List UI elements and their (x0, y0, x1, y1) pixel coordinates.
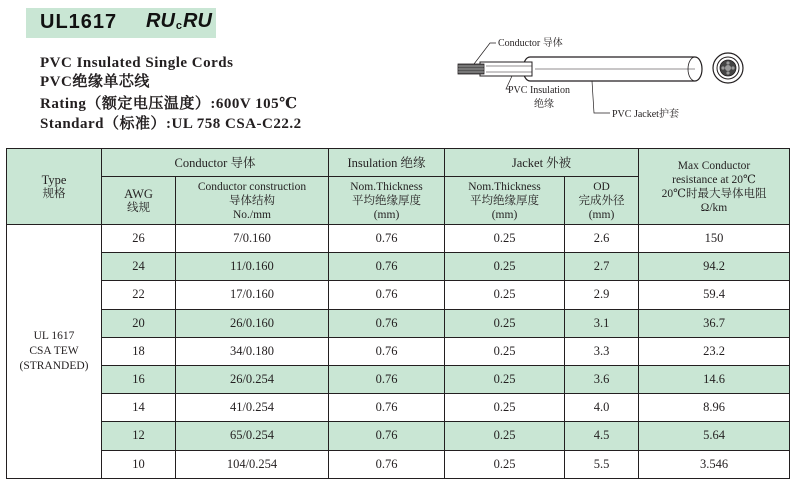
cell-resistance: 23.2 (639, 337, 790, 365)
cell-construction: 7/0.160 (176, 225, 329, 253)
header-max-resistance: Max Conductor resistance at 20℃ 20℃时最大导体电阻 Ω/km (639, 149, 790, 225)
table-row (7, 337, 790, 365)
cell-insulation: 0.76 (329, 365, 445, 393)
cell-construction: 17/0.160 (176, 281, 329, 309)
cell-construction: 26/0.160 (176, 309, 329, 337)
header-jacket: Jacket 外被 (445, 149, 639, 177)
ul-certification-mark (146, 10, 212, 33)
header-type: Type 规格 (7, 149, 102, 225)
cell-insulation: 0.76 (329, 281, 445, 309)
cell-awg: 16 (102, 365, 176, 393)
type-cell: UL 1617 CSA TEW (STRANDED) (7, 225, 102, 479)
cell-od: 3.3 (565, 337, 639, 365)
cell-jacket: 0.25 (445, 422, 565, 450)
cross-section (713, 53, 743, 83)
product-name-cn: PVC绝缘单芯线 (40, 74, 150, 90)
cell-jacket: 0.25 (445, 365, 565, 393)
header-insulation: Insulation 绝缘 (329, 149, 445, 177)
cell-jacket: 0.25 (445, 225, 565, 253)
cell-resistance: 36.7 (639, 309, 790, 337)
cell-insulation: 0.76 (329, 450, 445, 478)
cell-resistance: 8.96 (639, 394, 790, 422)
cell-awg: 20 (102, 309, 176, 337)
cell-resistance: 94.2 (639, 253, 790, 281)
table-row (7, 281, 790, 309)
header-awg: AWG 线规 (102, 177, 176, 225)
cell-resistance: 59.4 (639, 281, 790, 309)
cul-mark-text: RU (183, 10, 212, 32)
cell-construction: 41/0.254 (176, 394, 329, 422)
table-row (7, 394, 790, 422)
cell-insulation: 0.76 (329, 225, 445, 253)
cell-awg: 24 (102, 253, 176, 281)
cell-od: 4.0 (565, 394, 639, 422)
cell-insulation: 0.76 (329, 309, 445, 337)
header-conductor: Conductor 导体 (102, 149, 329, 177)
cell-od: 3.1 (565, 309, 639, 337)
cell-awg: 22 (102, 281, 176, 309)
table-row (7, 225, 790, 253)
cell-insulation: 0.76 (329, 253, 445, 281)
cell-jacket: 0.25 (445, 309, 565, 337)
spec-table (6, 148, 790, 479)
insulation-label-cn: 绝缘 (534, 99, 554, 110)
cell-awg: 18 (102, 337, 176, 365)
cell-od: 2.7 (565, 253, 639, 281)
cell-jacket: 0.25 (445, 281, 565, 309)
cell-resistance: 5.64 (639, 422, 790, 450)
cell-od: 4.5 (565, 422, 639, 450)
cell-od: 2.6 (565, 225, 639, 253)
cell-awg: 10 (102, 450, 176, 478)
table-row (7, 309, 790, 337)
cert-c-letter: c (175, 20, 183, 32)
cell-jacket: 0.25 (445, 253, 565, 281)
cell-insulation: 0.76 (329, 337, 445, 365)
header-insulation-thickness: Nom.Thickness 平均绝缘厚度 (mm) (329, 177, 445, 225)
cell-jacket: 0.25 (445, 450, 565, 478)
cell-construction: 104/0.254 (176, 450, 329, 478)
conductor-label: Conductor 导体 (498, 38, 563, 49)
insulation-shape (480, 62, 532, 76)
model-title-box (26, 8, 216, 38)
cell-construction: 11/0.160 (176, 253, 329, 281)
cell-jacket: 0.25 (445, 337, 565, 365)
cell-construction: 26/0.254 (176, 365, 329, 393)
standard-line: Standard（标准）:UL 758 CSA-C22.2 (40, 116, 302, 132)
cell-resistance: 3.546 (639, 450, 790, 478)
cell-awg: 12 (102, 422, 176, 450)
cell-construction: 34/0.180 (176, 337, 329, 365)
cell-od: 2.9 (565, 281, 639, 309)
cell-jacket: 0.25 (445, 394, 565, 422)
jacket-label: PVC Jacket护套 (612, 109, 679, 120)
header-jacket-thickness: Nom.Thickness 平均绝缘厚度 (mm) (445, 177, 565, 225)
model-title: UL1617 (40, 11, 118, 33)
table-row (7, 450, 790, 478)
cell-insulation: 0.76 (329, 394, 445, 422)
table-row (7, 422, 790, 450)
cable-diagram (440, 28, 790, 128)
cell-od: 3.6 (565, 365, 639, 393)
cell-awg: 14 (102, 394, 176, 422)
cell-awg: 26 (102, 225, 176, 253)
table-row (7, 253, 790, 281)
cell-construction: 65/0.254 (176, 422, 329, 450)
table-row (7, 365, 790, 393)
cell-resistance: 14.6 (639, 365, 790, 393)
product-name-en: PVC Insulated Single Cords (40, 55, 234, 71)
insulation-label: PVC Insulation (508, 85, 570, 96)
header-construction: Conductor construction 导体结构 No./mm (176, 177, 329, 225)
cell-insulation: 0.76 (329, 422, 445, 450)
ul-mark-text: RU (146, 10, 175, 32)
rating-line: Rating（额定电压温度）:600V 105℃ (40, 96, 298, 112)
header-od: OD 完成外径 (mm) (565, 177, 639, 225)
cell-resistance: 150 (639, 225, 790, 253)
cell-od: 5.5 (565, 450, 639, 478)
